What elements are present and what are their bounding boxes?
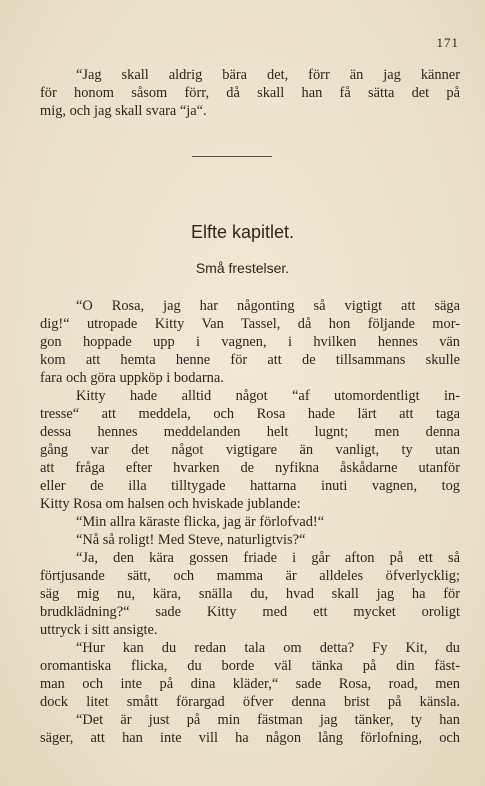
text-line: “Hur kan du redan tala om detta? Fy Kit, du	[76, 640, 460, 656]
text-line: Kitty Rosa om halsen och hviskade jublande:	[40, 496, 301, 512]
text-line: tresse“ att meddela, och Rosa hade lärt att taga	[40, 406, 460, 422]
page-number: 171	[436, 35, 459, 50]
text-line: dig!“ utropade Kitty Van Tassel, då hon följande mor-	[40, 316, 460, 332]
text-line: Kitty hade alltid något “af utomordentligt in-	[76, 388, 460, 404]
chapter-body	[40, 297, 460, 747]
previous-chapter-ending	[40, 66, 460, 120]
text-line: kom att hemta henne för att de tillsammans skulle	[40, 352, 460, 368]
text-line: säg mig nu, kära, snälla du, hvad skall jag ha för	[40, 586, 460, 602]
text-line: säger, att han inte vill ha någon lång förlofning, och	[40, 730, 460, 746]
text-line: gon hoppade upp i vagnen, i hvilken hennes vän	[40, 334, 460, 350]
section-divider	[192, 156, 272, 157]
text-line: förtjusande sätt, och mamma är alldeles öfverlycklig;	[40, 568, 460, 584]
chapter-title: Elfte kapitlet.	[190, 222, 295, 242]
text-line: “Ja, den kära gossen friade i går afton på ett så	[76, 550, 460, 566]
text-line: “Det är just på min fästman jag tänker, ty han	[76, 712, 460, 728]
text-line: dessa hennes meddelanden helt lugnt; men denna	[40, 424, 460, 440]
text-line: man och inte på dina kläder,“ sade Rosa, road, men	[40, 676, 460, 692]
text-line: “Jag skall aldrig bära det, förr än jag känner	[76, 67, 460, 83]
text-line: gång var det något vigtigare än vanligt, ty utan	[40, 442, 460, 458]
text-line: “O Rosa, jag har någonting så vigtigt att säga	[76, 298, 460, 314]
text-line: att fråga efter hvarken de nyfikna åskådarne utanför	[40, 460, 460, 476]
text-line: mig, och jag skall svara “ja“.	[40, 103, 207, 119]
text-line: “Min allra käraste flicka, jag är förlofvad!“	[76, 514, 325, 530]
text-line: oromantiska flicka, du borde väl tänka på din fäst-	[40, 658, 460, 674]
text-line: uttryck i sitt ansigte.	[40, 622, 158, 638]
text-line: eller de illa tilltygade hattarna inuti vagnen, tog	[40, 478, 460, 494]
text-line: fara och göra uppköp i bodarna.	[40, 370, 224, 386]
text-line: brudklädning?“ sade Kitty med ett mycket oroligt	[40, 604, 460, 620]
text-line: för honom såsom förr, då skall han få sätta det på	[40, 85, 460, 101]
text-line: “Nå så roligt! Med Steve, naturligtvis?“	[76, 532, 306, 548]
text-line: dock litet smått förargad öfver denna brist på känsla.	[40, 694, 460, 710]
chapter-subtitle: Små frestelser.	[195, 260, 290, 276]
